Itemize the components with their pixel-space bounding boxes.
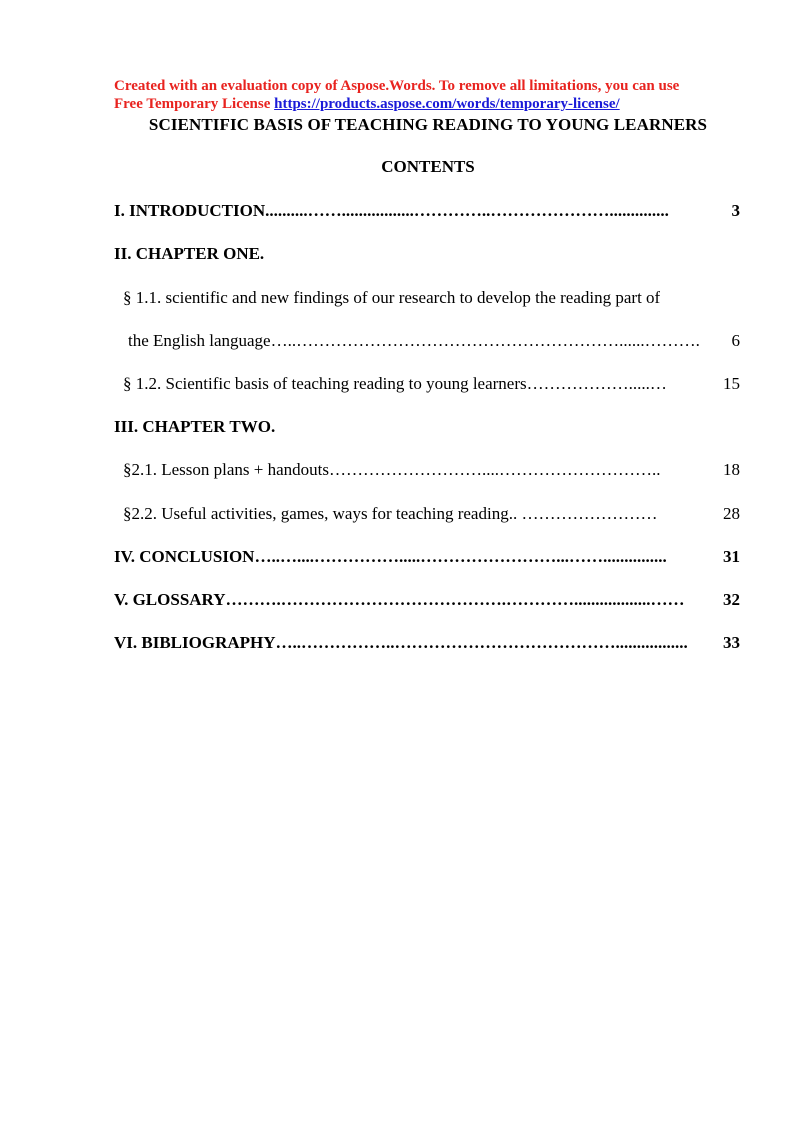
toc-page-number: 3 [731,201,740,220]
toc-entry-section-2-1[interactable] [123,459,740,481]
toc-entry-title: IV. CONCLUSION…..…....…………….....……………………...……............... [114,547,667,566]
toc-page-number: 32 [723,590,740,609]
toc-entry-chapter-one[interactable] [114,243,740,265]
toc-entry-title: I. INTRODUCTION..........…….................…………..………………….............. [114,201,669,220]
toc-entry-section-1-2[interactable] [123,373,740,395]
license-link[interactable]: https://products.aspose.com/words/temporary-license/ [274,96,620,112]
contents-heading: CONTENTS [381,157,475,176]
toc-page-number: 6 [731,331,740,350]
toc-entry-conclusion[interactable] [114,546,740,568]
toc-entry-introduction[interactable] [114,200,740,222]
watermark-line-1: Created with an evaluation copy of Aspose.Words. To remove all limitations, you can use [114,78,680,94]
toc-entry-section-1-1-continued[interactable] [128,330,740,352]
watermark-line-2 [114,95,754,113]
toc-page-number: 18 [723,460,740,479]
toc-entry-title: V. GLOSSARY……….………………………………….…………..................…… [114,590,685,609]
toc-entry-title: § 1.2. Scientific basis of teaching reading to young learners……………….....… [123,374,667,393]
toc-entry-section-1-1[interactable] [123,287,749,309]
toc-entry-glossary[interactable] [114,589,740,611]
toc-entry-title: VI. BIBLIOGRAPHY…..……………..…………………………………................. [114,633,688,652]
toc-entry-chapter-two[interactable] [114,416,740,438]
document-title: SCIENTIFIC BASIS OF TEACHING READING TO YOUNG LEARNERS [148,115,708,134]
toc-entry-bibliography[interactable] [114,632,740,654]
toc-entry-section-2-2[interactable] [123,503,740,525]
toc-page-number: 28 [723,504,740,523]
toc-entry-title: §2.2. Useful activities, games, ways for teaching reading.. …………………… [123,504,658,523]
toc-entry-title: § 1.1. scientific and new findings of our research to develop the reading part of [123,288,661,307]
toc-entry-title: II. CHAPTER ONE. [114,244,265,263]
toc-page-number: 33 [723,633,740,652]
watermark-license-label: Free Temporary License [114,96,275,112]
toc-page-number: 15 [723,374,740,393]
evaluation-watermark [114,77,754,113]
toc-entry-title: §2.1. Lesson plans + handouts………………………....……………………….. [123,460,661,479]
toc-entry-title: the English language…..…………………………………………………......………. [128,331,700,350]
toc-page-number: 31 [723,547,740,566]
toc-entry-title: III. CHAPTER TWO. [114,417,276,436]
